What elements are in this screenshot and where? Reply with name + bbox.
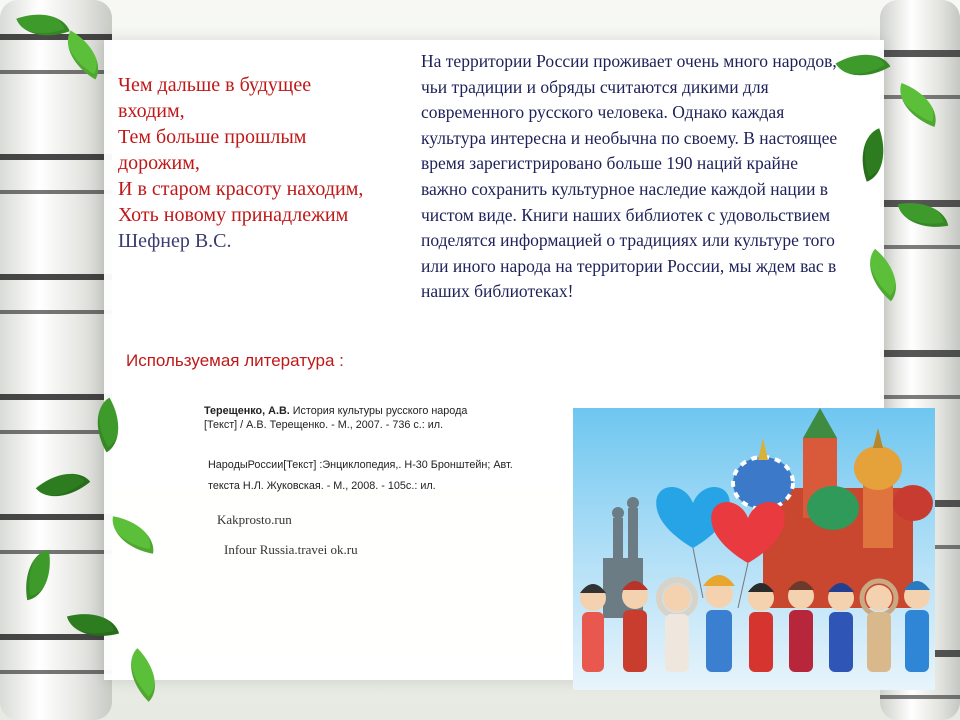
poem-line: Хоть новому принадлежим xyxy=(118,204,349,226)
poem-line: И в старом красоту находим, xyxy=(118,178,364,200)
poem-line: входим, xyxy=(118,100,185,122)
poem xyxy=(118,72,418,254)
poem-line: Тем больше прошлым xyxy=(118,126,307,148)
main-paragraph: На территории России проживает очень много народов, чьи традиции и обряды считаются дикими для современного русского человека. Однако каждая культура интересна и необычна по своему. В настоящее время зарегистрировано больше 190 наций крайне важно сохранить культурное наследие каждой нации в чистом виде. Книги наших библиотек с удовольствием поделятся информацией о традициях или культуре того или иного народа на территории России, мы ждем вас в наших библиотеках! xyxy=(421,51,838,302)
literature-title: Используемая литература : xyxy=(126,351,344,370)
illustration-drawing xyxy=(573,408,935,690)
website-2: Infour Russia.travei ok.ru xyxy=(224,542,358,557)
poem-line: Чем дальше в будущее xyxy=(118,74,312,96)
poem-author: Шефнер В.С. xyxy=(118,230,232,252)
poem-line: дорожим, xyxy=(118,152,200,174)
reference-2-continued: текста Н.Л. Жуковская. - М., 2008. - 105с.: ил. xyxy=(208,480,436,492)
people-row-icon xyxy=(580,575,930,672)
reference-2: НародыРоссии[Текст] :Энциклопедия,. Н-30 Бронштейн; Авт. xyxy=(208,459,513,471)
russian-peoples-illustration xyxy=(573,408,935,690)
reference-1-text: История культуры русского народа [Текст] / А.В. Терещенко. - М., 2007. - 736 с.: ил. xyxy=(204,405,468,431)
reference-1-author: Терещенко, А.В. xyxy=(204,405,290,417)
birch-trunk-left xyxy=(0,0,112,720)
website-1: Kakprosto.run xyxy=(217,512,292,527)
reference-1 xyxy=(204,405,494,432)
